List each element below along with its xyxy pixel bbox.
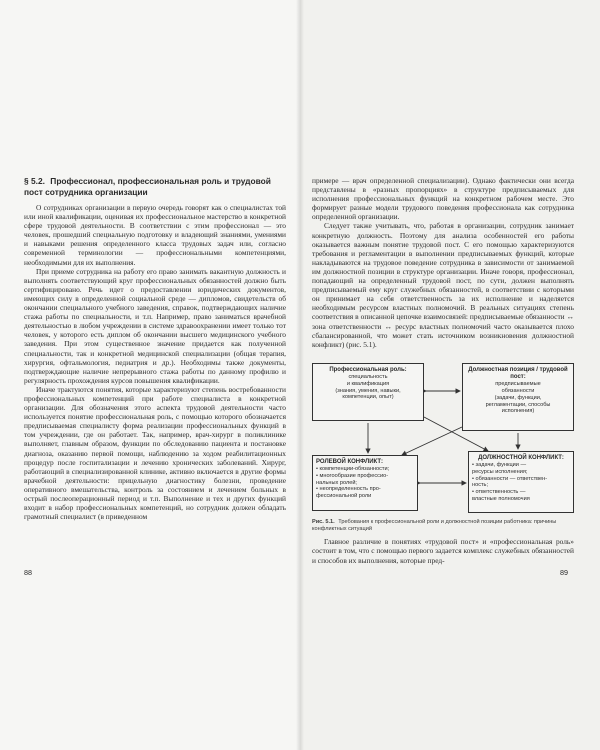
position-box-line: предписываемые: [495, 381, 541, 388]
role-box-line: компетенции, опыт): [342, 394, 394, 401]
position-box-line: (задачи, функции,: [494, 394, 542, 401]
role-box-line: и квалификация: [346, 380, 390, 387]
position-box-line: исполнения): [501, 408, 535, 415]
paragraph: О сотрудниках организации в первую очередь говорят как о специалистах той или иной квалификации, оценивая их профессиональное мастерство в конкретной сфере трудовой деятельности. В соответствии с этим профессионал — это человек, прошедший специальную подготовку и владеющий знаниями, умениями и навыками решения определенного класса трудовых задач или, согласно современной терминологии — профессиональными компетенциями, необходимыми для их выполнения.: [24, 203, 286, 267]
figure-caption: [312, 519, 574, 533]
section-title: Профессионал, профессиональная роль и трудовой пост сотрудника организации: [24, 176, 271, 197]
position-conflict-item: ность;: [472, 482, 489, 489]
role-box-line: (знания, умения, навыки,: [335, 387, 401, 394]
role-conflict-title: РОЛЕВОЙ КОНФЛИКТ:: [316, 458, 383, 465]
position-conflict-item: • задачи, функции —: [472, 461, 527, 468]
role-conflict-item: • многообразие профессио-: [316, 472, 389, 479]
role-conflict-item: нальных ролей;: [316, 479, 357, 486]
role-conflict-item: • неопределенность про-: [316, 486, 381, 493]
arrow-cross-2: [402, 427, 462, 455]
paragraph: примере — врач определенной специализации). Однако фактически они всегда представлены в «разных пропорциях» в структуре предписываемых для исполнения профессиональных функций на конкретном рабочем месте. Это формирует разные модели трудового поведения профессионала как сотрудника определенной организации.: [312, 176, 574, 222]
book-gutter: [296, 0, 304, 750]
paragraph: Главное различие в понятиях «трудовой пост» и «профессиональная роль» состоит в том, что с помощью первого задается комплекс служебных обязанностей и способов их выполнения, которые пред-: [312, 537, 574, 565]
position-conflict-item: ресурсы исполнения;: [472, 468, 528, 475]
figure-caption-label: Рис. 5.1.: [312, 518, 335, 525]
position-box-title: Должностная позиция / трудовой пост:: [468, 366, 568, 380]
page-number-left: 88: [24, 568, 32, 577]
position-box: [462, 363, 574, 431]
position-box-line: регламентации, способы: [485, 401, 551, 408]
position-box-line: обязанности: [501, 387, 535, 394]
role-conflict-item: • компетенции-обязанности;: [316, 465, 390, 472]
page-number-right: 89: [560, 568, 568, 577]
paragraph: Следует также учитывать, что, работая в организации, сотрудник занимает конкретную должность. Поэтому для анализа особенностей его работы оказывается важным понятие трудовой пост. С его помощью характеризуются требования и регламентации в выполнении предписываемых функций, которые накладываются на трудовое поведение сотрудника в зависимости от занимаемой им должностной позиции в структуре организации. Иначе говоря, профессионал, попадающий на определенный трудовой пост, по сути, должен выполнять предписываемый ему круг служебных обязанностей, в соответствии с которыми он принимает на себя ответственность за их исполнение и наделяется необходимым ресурсом властных полномочий. В реальных ситуациях степень соответствия в описанной цепочке взаимосвязей: предписываемые обязанности ↔ зона ответственности ↔ ресурс властных полномочий часто оказывается плохо сбалансированной, что может стать источником возникновения должностной конфликт) (рис. 5.1).: [312, 221, 574, 349]
role-box-title: Профессиональная роль:: [329, 366, 407, 373]
position-conflict-item: властные полномочия: [472, 495, 530, 502]
figure-5-1-diagram: [312, 355, 574, 515]
role-conflict-box: [312, 455, 418, 511]
section-number: § 5.2.: [24, 176, 45, 186]
role-conflict-item: фессиональной роли: [316, 493, 372, 500]
right-page-text: [312, 176, 574, 565]
figure-caption-text: Требования к профессиональной роли и должностной позиции работника: причины конфликтных ситуаций: [312, 518, 557, 532]
position-conflict-item: • обязанности — ответствен-: [472, 475, 548, 482]
paragraph: Иначе трактуются понятия, которые характеризуют степень востребованности профессиональных компетенций при работе специалиста в конкретной организации. Для обозначения этого аспекта трудовой деятельности часто используется понятие профессиональная роль, с помощью которого обозначается предписываемая специалисту форма реализации профессиональных функций в том учреждении, где он работает. Так, например, врач-хирург в поликлинике выполняет, главным образом, функции по обследованию пациента и постановке диагноза, оказанию первой помощи, наблюдению за ходом реабилитационных процедур после госпитализации и лечению хронических заболеваний. Хирург, работающий в специализированной клинике, активно включается в другие формы врачебной деятельности: прицельную диагностику болезни, проведение оперативного вмешательства, контроль за состоянием и лечением больных в острый послеоперационный период и т.п. Выполнение и тех и других функций входит в набор профессиональных компетенций, но сотрудник должен обладать грамотный специалист (в приведенном: [24, 384, 286, 522]
position-conflict-title: ДОЛЖНОСТНОЙ КОНФЛИКТ:: [478, 454, 564, 461]
position-conflict-box: [468, 451, 574, 513]
left-page-text: [24, 176, 286, 521]
role-box-line: специальность: [348, 373, 388, 380]
paragraph: При приеме сотрудника на работу его право занимать вакантную должность и выполнять соответствующий круг профессиональных обязанностей должно быть сертифицировано. Речь идет о предоставлении юридических документов, имеющих силу в определенной социальной среде — дипломов, свидетельств об окончании специального учебного заведения, справок, подтверждающих наличие стажа работы по специальности, и т.п. Например, право заниматься врачебной деятельностью в любом учреждении в системе здравоохранении имеет только тот человек, у которого есть диплом об окончании высшего медицинского учебного заведения. При этом существенное значение придается как полученной специальности, так и конкретной медицинской специализации (общая терапия, хирургия, офтальмология, педиатрия и др.). Необходимы также документы, подтверждающие наличие непрерывного стажа работы по данному профилю и регулярность прохождения курсов повышения квалификации.: [24, 266, 286, 385]
professional-role-box: [312, 363, 424, 421]
position-conflict-item: • ответственность —: [472, 489, 526, 496]
section-heading: [24, 176, 286, 197]
